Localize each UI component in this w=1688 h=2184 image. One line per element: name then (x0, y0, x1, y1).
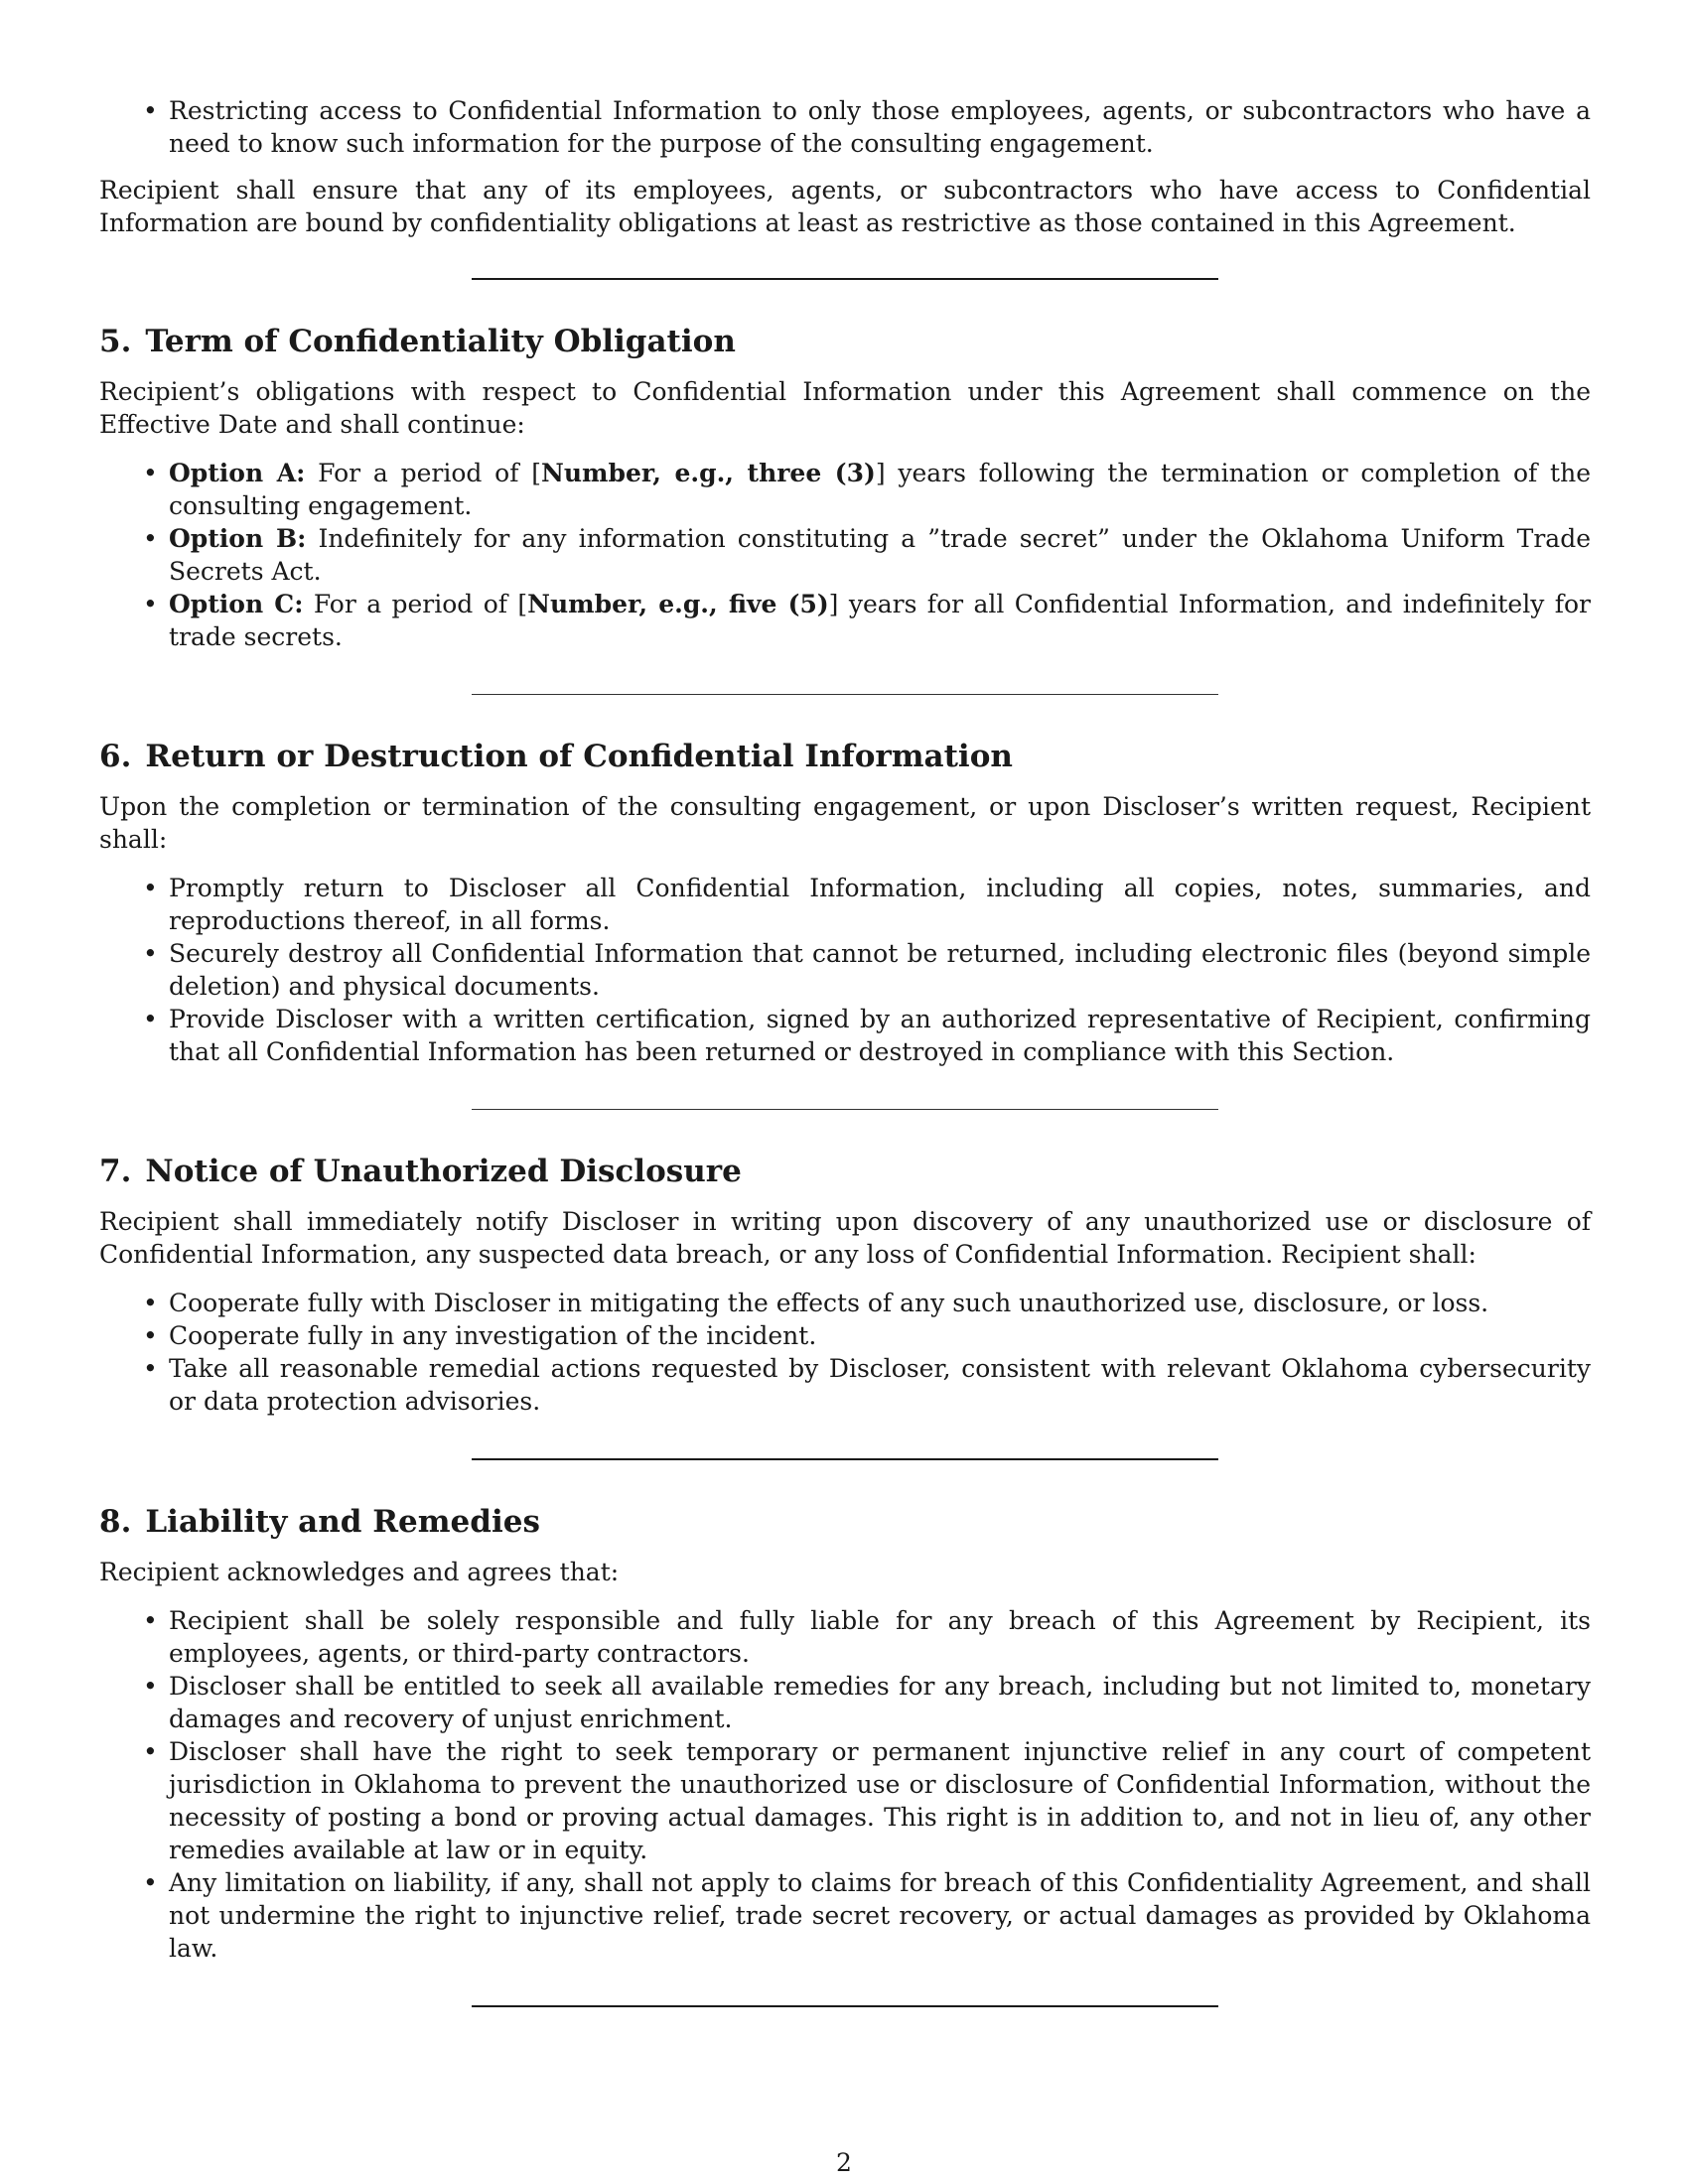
list-item: • Discloser shall have the right to seek temporary or permanent injunctive relief in any court of competent jurisdiction in Oklahoma to prevent the unauthorized use or disclosure of Confidential Information, without the necessity of posting a bond or proving actual damages. This right is in addition to, and not in lieu of, any other remedies available at law or in equity. (99, 1735, 1591, 1866)
section-title: Liability and Remedies (145, 1504, 540, 1540)
section-number: 7. (99, 1154, 132, 1189)
list-item: • Discloser shall be entitled to seek all available remedies for any breach, including but not limited to, monetary damages and recovery of unjust enrichment. (99, 1670, 1591, 1735)
section-number: 8. (99, 1504, 132, 1540)
bullet-list (99, 872, 1591, 1068)
list-item: • Provide Discloser with a written certification, signed by an authorized representative of Recipient, confirming that all Confidential Information has been returned or destroyed in compliance with this Section. (99, 1003, 1591, 1068)
section-intro: Recipient acknowledges and agrees that: (99, 1558, 620, 1586)
option-placeholder: Number, e.g., three (3) (541, 459, 876, 487)
list-item: • Take all reasonable remedial actions requested by Discloser, consistent with relevant Oklahoma cybersecurity or data protection advisories. (99, 1352, 1591, 1418)
section-heading-8 (99, 1502, 1591, 1542)
section-number: 5. (99, 324, 132, 359)
option-item-b (99, 522, 1591, 588)
page-number: 2 (836, 2148, 852, 2177)
bullet-list (99, 1604, 1591, 1965)
list-item: • Promptly return to Discloser all Confidential Information, including all copies, notes, summaries, and reproductions thereof, in all forms. (99, 872, 1591, 937)
section-title: Notice of Unauthorized Disclosure (145, 1154, 742, 1189)
document-page (99, 94, 1591, 2007)
option-text: ] years for all Confidential Information, and indefinitely for trade secrets. (169, 590, 1591, 651)
list-item: • Any limitation on liability, if any, shall not apply to claims for breach of this Confidentiality Agreement, and shall not undermine the right to injunctive relief, trade secret recovery, or actual damages as provided by Oklahoma law. (99, 1866, 1591, 1965)
section-divider (472, 2005, 1218, 2007)
list-item: • Recipient shall be solely responsible and fully liable for any breach of this Agreement by Recipient, its employees, agents, or third-party contractors. (99, 1604, 1591, 1670)
section-heading-5 (99, 322, 1591, 361)
section-intro: Recipient’s obligations with respect to Confidential Information under this Agreement shall commence on the Effective Date and shall continue: (99, 377, 1591, 439)
section-heading-7 (99, 1152, 1591, 1191)
option-text: For a period of [ (305, 459, 542, 487)
section-divider (472, 1109, 1218, 1110)
section-number: 6. (99, 739, 132, 774)
bullet-list (99, 1287, 1591, 1418)
paragraph: Recipient shall ensure that any of its employees, agents, or subcontractors who have access to Confidential Information are bound by confidentiality obligations at least as restrictive as those contained in this Agreement. (99, 176, 1591, 237)
list-item: • Cooperate fully with Discloser in mitigating the effects of any such unauthorized use, disclosure, or loss. (99, 1287, 1591, 1319)
list-item: • Securely destroy all Confidential Information that cannot be returned, including electronic files (beyond simple deletion) and physical documents. (99, 937, 1591, 1003)
section-title: Term of Confidentiality Obligation (145, 324, 736, 359)
option-label: Option A: (169, 459, 306, 487)
continued-bullet-list (99, 94, 1591, 160)
option-item-c (99, 588, 1591, 653)
list-item: • Cooperate fully in any investigation of the incident. (99, 1319, 1591, 1352)
option-text: Indefinitely for any information constituting a ”trade secret” under the Oklahoma Uniform Trade Secrets Act. (169, 524, 1592, 586)
section-intro: Recipient shall immediately notify Discloser in writing upon discovery of any unauthorized use or disclosure of Confidential Information, any suspected data breach, or any loss of Confidential Information. Recipient shall: (99, 1207, 1591, 1269)
section-divider (472, 278, 1218, 280)
option-text: For a period of [ (303, 590, 528, 618)
list-item: • Restricting access to Confidential Information to only those employees, agents, or subcontractors who have a need to know such information for the purpose of the consulting engagement. (99, 94, 1591, 160)
section-heading-6 (99, 737, 1591, 776)
section-divider (472, 1458, 1218, 1460)
option-label: Option B: (169, 524, 307, 553)
options-list (99, 457, 1591, 653)
option-placeholder: Number, e.g., five (5) (527, 590, 829, 618)
section-title: Return or Destruction of Confidential Information (145, 739, 1013, 774)
section-intro: Upon the completion or termination of the consulting engagement, or upon Discloser’s written request, Recipient shall: (99, 792, 1591, 854)
option-label: Option C: (169, 590, 304, 618)
option-item-a (99, 457, 1591, 522)
option-text: ] years following the termination or completion of the consulting engagement. (169, 459, 1591, 520)
section-divider (472, 694, 1218, 695)
